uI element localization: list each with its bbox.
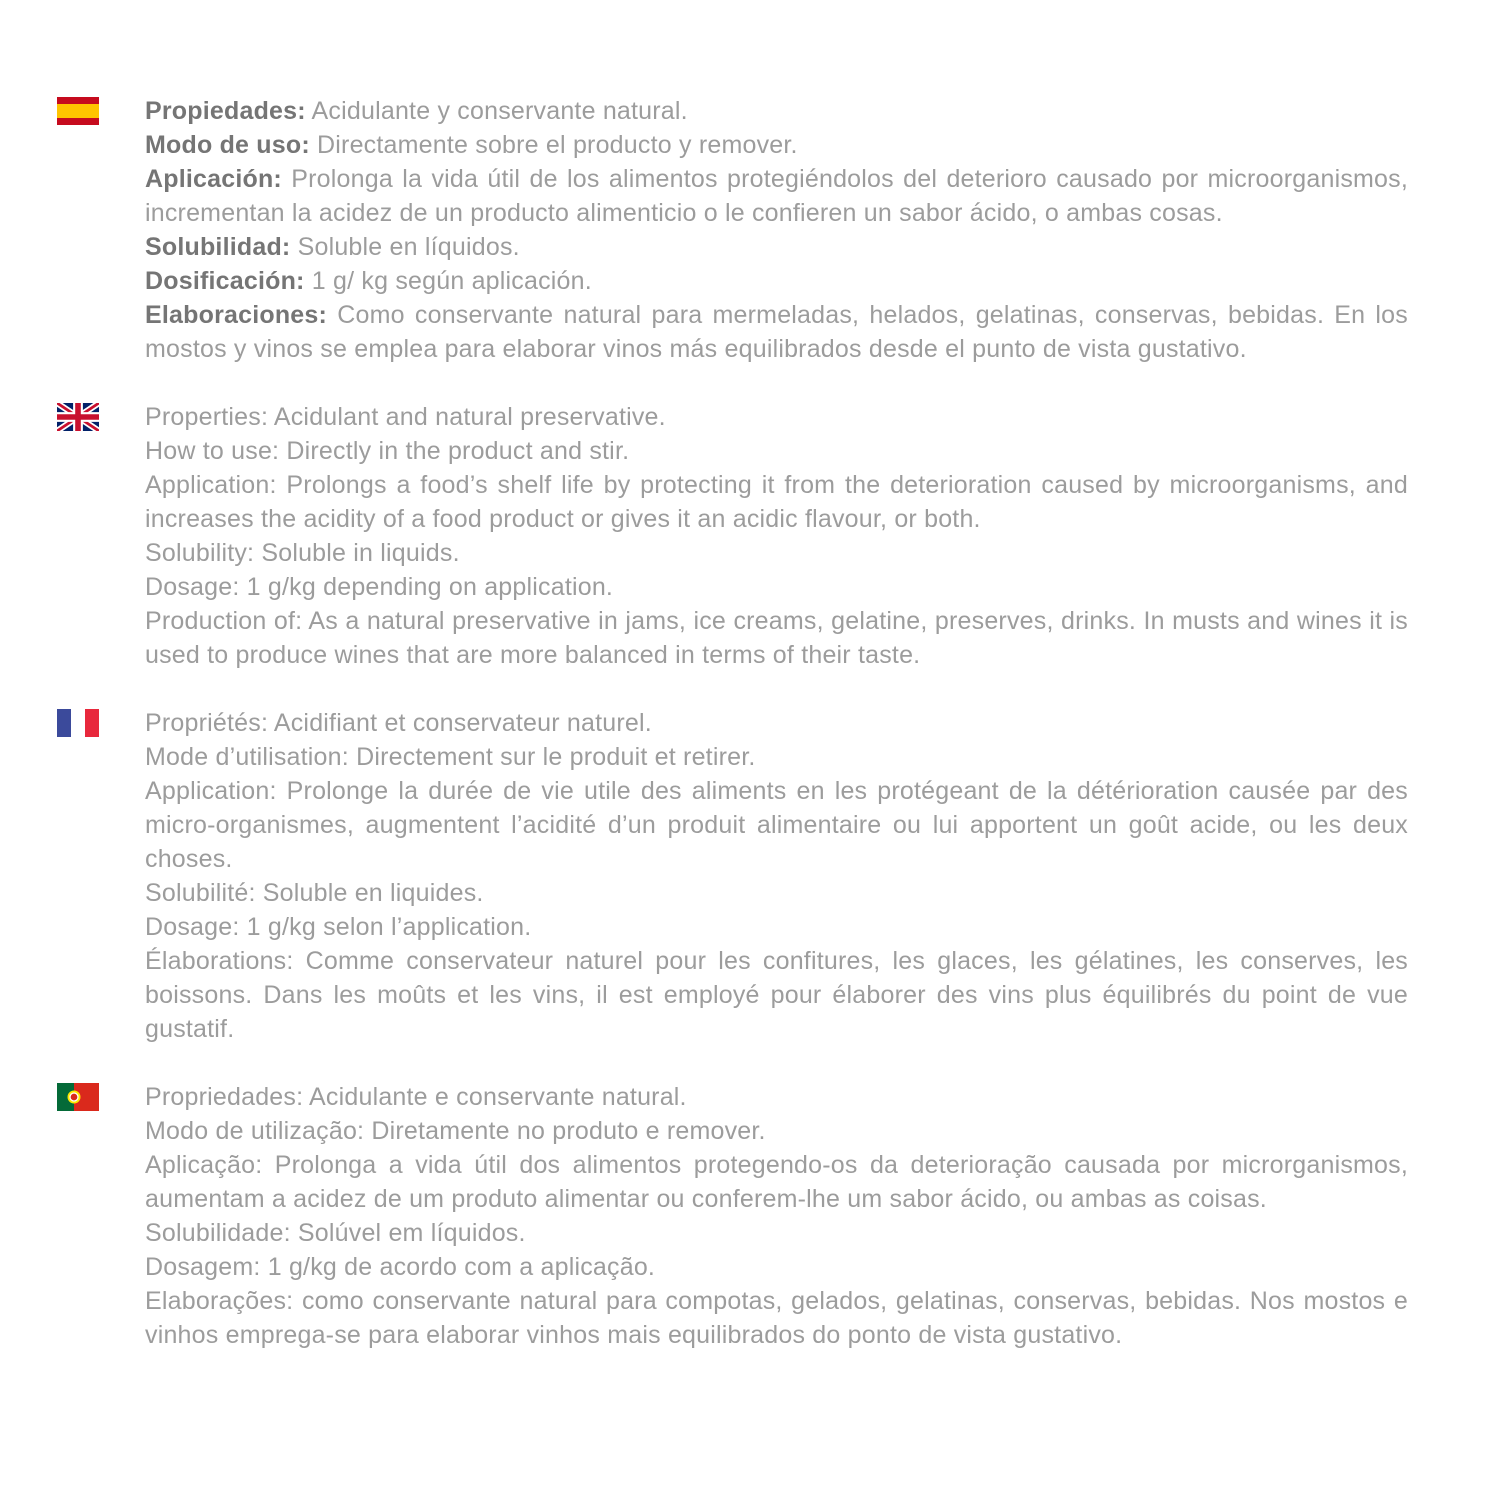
field-label: Dosificación:: [145, 267, 305, 295]
field-label: Dosage:: [145, 913, 240, 941]
field: [145, 468, 1408, 536]
section-spanish: [57, 94, 1408, 366]
field-label: Aplicación:: [145, 165, 282, 193]
field: [145, 230, 1408, 264]
field-text: Comme conservateur naturel pour les confitures, les glaces, les gélatines, les conserves, les boissons. Dans les moûts et les vins, il est employé pour élaborer des vins plus équilibrés du point de vue gustatif.: [145, 947, 1408, 1043]
field: [145, 536, 1408, 570]
field-text: Prolonga a vida útil dos alimentos protegendo-os da deterioração causada por microrganismos, aumentam a acidez de um produto alimentar ou conferem-lhe um sabor ácido, ou ambas as coisas.: [145, 1151, 1408, 1213]
field-label: Production of:: [145, 607, 303, 635]
field-text: Solúvel em líquidos.: [290, 1219, 526, 1247]
field: [145, 706, 1408, 740]
field: [145, 94, 1408, 128]
field-label: Application:: [145, 471, 277, 499]
section-fields-french: [145, 706, 1408, 1046]
field: [145, 1080, 1408, 1114]
field-text: Soluble en liquides.: [255, 879, 484, 907]
field: [145, 298, 1408, 366]
section-fields-english: [145, 400, 1408, 672]
field: [145, 1216, 1408, 1250]
field-text: As a natural preservative in jams, ice creams, gelatine, preserves, drinks. In musts and wines it is used to produce wines that are more balanced in terms of their taste.: [145, 607, 1408, 669]
field-text: Soluble in liquids.: [254, 539, 460, 567]
field: [145, 944, 1408, 1046]
section-fields-spanish: [145, 94, 1408, 366]
field: [145, 1250, 1408, 1284]
field-label: Elaborações:: [145, 1287, 294, 1315]
section-fields-portuguese: [145, 1080, 1408, 1352]
field-label: How to use:: [145, 437, 280, 465]
field-label: Modo de utilização:: [145, 1117, 365, 1145]
field-label: Propriétés:: [145, 709, 269, 737]
field-label: Modo de uso:: [145, 131, 310, 159]
field: [145, 604, 1408, 672]
field: [145, 740, 1408, 774]
field-text: como conservante natural para compotas, gelados, gelatinas, conservas, bebidas. Nos mostos e vinhos emprega-se para elaborar vinhos mais equilibrados do ponto de vista gustativo.: [145, 1287, 1408, 1349]
field-text: Acidifiant et conservateur naturel.: [268, 709, 652, 737]
field-text: 1 g/kg selon l’application.: [239, 913, 532, 941]
portugal-flag-icon: [57, 1083, 99, 1111]
field-text: Prolongs a food’s shelf life by protecting it from the deterioration caused by microorganisms, and increases the acidity of a food product or gives it an acidic flavour, or both.: [145, 471, 1408, 533]
field-label: Mode d’utilisation:: [145, 743, 349, 771]
field-label: Properties:: [145, 403, 269, 431]
field: [145, 162, 1408, 230]
field: [145, 774, 1408, 876]
uk-flag-icon: [57, 403, 99, 431]
field-label: Solubilidade:: [145, 1219, 291, 1247]
field-text: Prolonge la durée de vie utile des aliments en les protégeant de la détérioration causée par des micro-organismes, augmentent l’acidité d’un produit alimentaire ou lui apportent un goût acide, ou les deux choses.: [145, 777, 1408, 873]
field-text: Directly in the product and stir.: [279, 437, 630, 465]
section-english: [57, 400, 1408, 672]
field-text: Acidulante y conservante natural.: [305, 97, 688, 125]
field-text: Directement sur le produit et retirer.: [348, 743, 756, 771]
field: [145, 876, 1408, 910]
field-text: Directamente sobre el producto y remover.: [309, 131, 798, 159]
section-french: [57, 706, 1408, 1046]
france-flag-icon: [57, 709, 99, 737]
field-label: Solubility:: [145, 539, 255, 567]
field-text: Acidulante e conservante natural.: [303, 1083, 687, 1111]
field-text: Prolonga la vida útil de los alimentos protegiéndolos del deterioro causado por microorganismos, incrementan la acidez de un producto alimenticio o le confieren un sabor ácido, o ambas cosas.: [145, 165, 1408, 227]
section-portuguese: [57, 1080, 1408, 1352]
field-text: Soluble en líquidos.: [290, 233, 520, 261]
field-label: Propiedades:: [145, 97, 306, 125]
field: [145, 434, 1408, 468]
field: [145, 1114, 1408, 1148]
field-label: Dosagem:: [145, 1253, 261, 1281]
field: [145, 1284, 1408, 1352]
field-text: Diretamente no produto e remover.: [364, 1117, 766, 1145]
field-label: Solubilité:: [145, 879, 256, 907]
field-text: 1 g/ kg según aplicación.: [304, 267, 592, 295]
field-text: Acidulant and natural preservative.: [268, 403, 666, 431]
field: [145, 910, 1408, 944]
field-text: 1 g/kg de acordo com a aplicação.: [260, 1253, 656, 1281]
field-text: Como conservante natural para mermeladas, helados, gelatinas, conservas, bebidas. En los mostos y vinos se emplea para elaborar vinos más equilibrados desde el punto de vista gustativo.: [145, 301, 1408, 363]
field-label: Aplicação:: [145, 1151, 263, 1179]
field: [145, 1148, 1408, 1216]
field-label: Application:: [145, 777, 277, 805]
field-text: 1 g/kg depending on application.: [239, 573, 614, 601]
field: [145, 400, 1408, 434]
field: [145, 264, 1408, 298]
field: [145, 128, 1408, 162]
field-label: Elaboraciones:: [145, 301, 328, 329]
field-label: Solubilidad:: [145, 233, 291, 261]
field-label: Élaborations:: [145, 947, 294, 975]
field: [145, 570, 1408, 604]
field-label: Propriedades:: [145, 1083, 304, 1111]
field-label: Dosage:: [145, 573, 240, 601]
spain-flag-icon: [57, 97, 99, 125]
